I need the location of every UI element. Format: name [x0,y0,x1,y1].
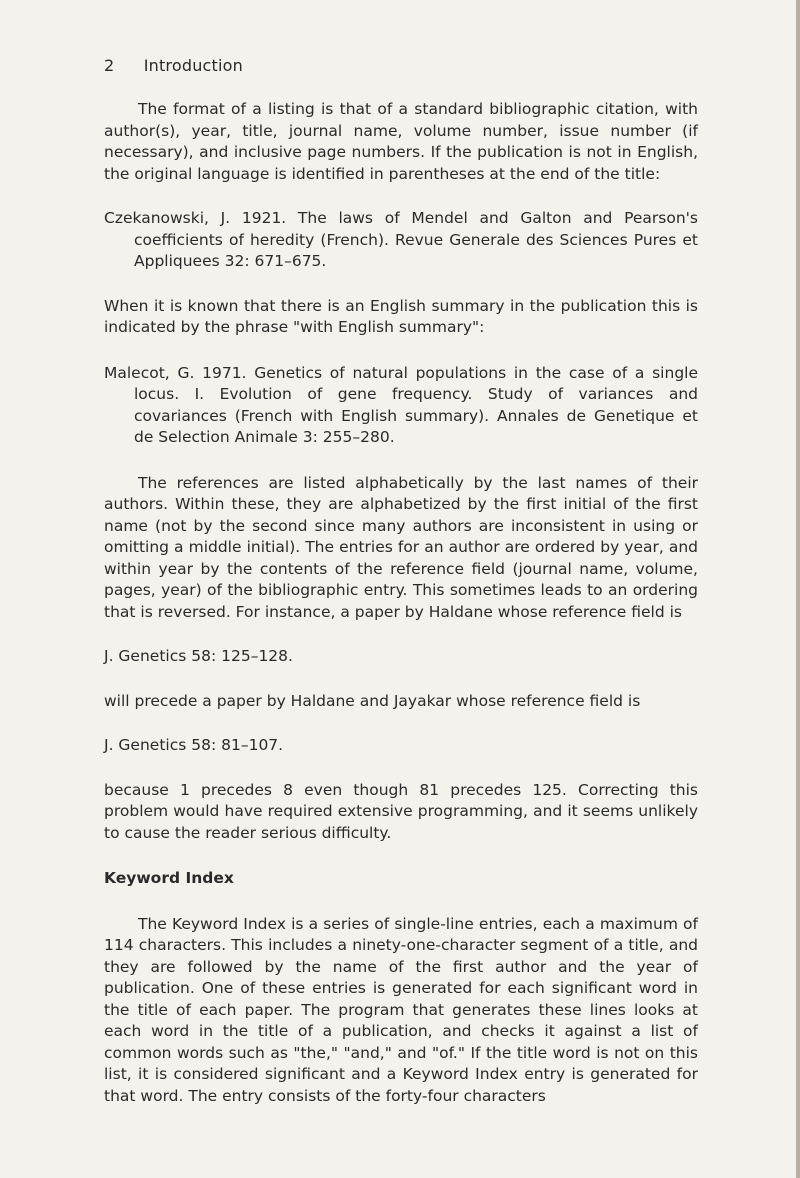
paragraph-english-summary: When it is known that there is an English summary in the publication this is indicated by the phrase "with English summary": [104,296,698,336]
example-reference-field-2: J. Genetics 58: 81–107. [104,736,284,754]
example-citation-malecot: Malecot, G. 1971. Genetics of natural populations in the case of a single locus. I. Evolution of gene frequency. Study of variances and covariances (French with English summary). Annales de Genetique et de Selection Animale 3: 255–280. [104,363,698,446]
paragraph-ordering-note: because 1 precedes 8 even though 81 precedes 125. Correcting this problem would have required extensive programming, and it seems unlikely to cause the reader serious difficulty. [104,780,698,842]
page-number: 2 [104,56,115,75]
paragraph-keyword-index: The Keyword Index is a series of single-line entries, each a maximum of 114 characters. This includes a ninety-one-character segment of a title, and they are followed by the name of the first author and the year of publication. One of these entries is generated for each significant word in the title of each paper. The program that generates these lines looks at each word in the title of a publication, and checks it against a list of common words such as "the," "and," and "of." If the title word is not on this list, it is considered significant and a Keyword Index entry is generated for that word. The entry consists of the forty-four characters [104,914,698,1105]
paragraph-ordering: The references are listed alphabetically by the last names of their authors. Within these, they are alphabetized by the first initial of the first name (not by the second since many authors are inconsistent in using or omitting a middle initial). The entries for an author are ordered by year, and within year by the contents of the reference field (journal name, volume, pages, year) of the bibliographic entry. This sometimes leads to an ordering that is reversed. For instance, a paper by Haldane whose reference field is [104,473,698,621]
paragraph-haldane-jayakar: will precede a paper by Haldane and Jayakar whose reference field is [104,691,641,710]
page-edge-bar [796,0,800,1178]
running-head [104,56,243,75]
example-reference-field-1: J. Genetics 58: 125–128. [104,647,293,665]
example-citation-czekanowski: Czekanowski, J. 1921. The laws of Mendel and Galton and Pearson's coefficients of heredity (French). Revue Generale des Sciences Pures et Appliquees 32: 671–675. [104,209,698,270]
page-content [104,99,698,1107]
keyword-index-heading: Keyword Index [104,869,234,887]
paragraph-format: The format of a listing is that of a standard bibliographic citation, with author(s), year, title, journal name, volume number, issue number (if necessary), and inclusive page numbers. If the publication is not in English, the original language is identified in parentheses at the end of the title: [104,100,698,183]
section-title: Introduction [143,56,243,75]
